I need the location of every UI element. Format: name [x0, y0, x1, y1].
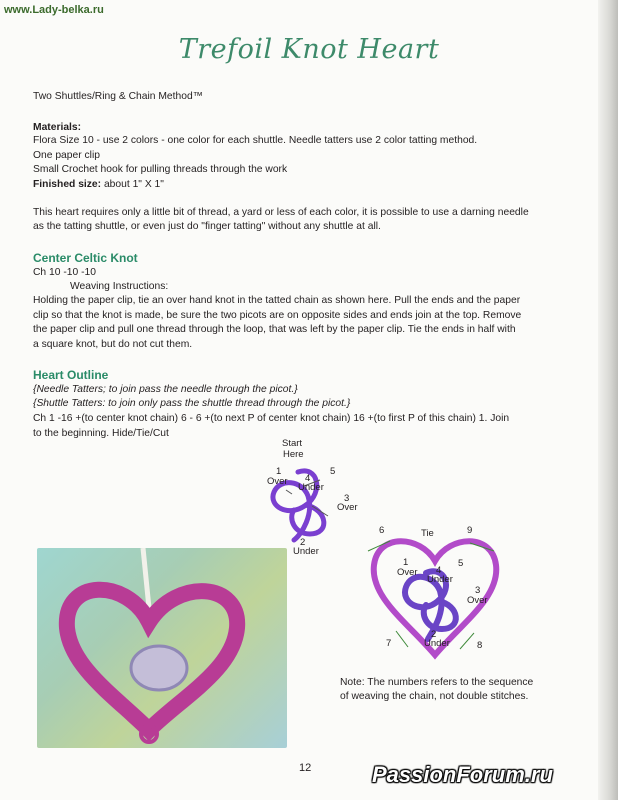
arrow-icon — [460, 633, 474, 649]
step-label: Over — [397, 567, 418, 578]
site-watermark-bottom: PassionForum.ru — [372, 762, 553, 787]
step-number: 5 — [458, 558, 464, 569]
finished-size-value: about 1" X 1" — [101, 179, 164, 190]
step-number: 3 — [344, 493, 350, 504]
step-number: 1 — [403, 557, 409, 568]
center-knot-heading: Center Celtic Knot — [33, 251, 138, 265]
finished-heart-photo — [37, 548, 287, 748]
intro-line: as the tatting shuttle, or even just do "finger tatting" without any shuttle at all. — [33, 221, 381, 232]
tatted-heart-image — [37, 548, 287, 748]
step-label: Over — [337, 502, 358, 513]
step-label: Under — [427, 574, 453, 585]
needle-note: {Needle Tatters; to join pass the needle through the picot.} — [33, 384, 298, 395]
weaving-heading: Weaving Instructions: — [70, 281, 169, 292]
step-number: 3 — [475, 585, 481, 596]
step-label: Under — [424, 638, 450, 649]
step-number: 4 — [305, 473, 311, 484]
materials-line: One paper clip — [33, 150, 100, 161]
intro-line: This heart requires only a little bit of thread, a yard or less of each color, it is possible to use a darning needle — [33, 207, 529, 218]
page-binding-shadow — [598, 0, 618, 800]
heart-outline-line: to the beginning. Hide/Tie/Cut — [33, 428, 169, 439]
heart-outline-line: Ch 1 -16 +(to center knot chain) 6 - 6 +(to next P of center knot chain) 16 +(to first P of this chain) 1. Join — [33, 413, 510, 424]
method-subtitle: Two Shuttles/Ring & Chain Method™ — [33, 91, 203, 102]
step-label: Under — [293, 546, 319, 557]
arrow-icon — [396, 631, 408, 647]
diagram-note: of weaving the chain, not double stitches. — [340, 691, 529, 702]
materials-heading: Materials: — [33, 122, 82, 133]
center-knot-line: the paper clip and pull one thread through the loop, that was left by the paper clip. Tie the ends in half with — [33, 324, 516, 335]
center-knot-chain: Ch 10 -10 -10 — [33, 267, 96, 278]
arrow-icon — [286, 490, 292, 494]
step-number: 2 — [431, 629, 437, 640]
page-number: 12 — [299, 762, 312, 774]
step-number: 9 — [467, 525, 473, 536]
page-title: Trefoil Knot Heart — [178, 34, 440, 65]
finished-size-label: Finished size: — [33, 179, 102, 190]
heart-outline-heading: Heart Outline — [33, 368, 109, 382]
center-knot-line: clip so that the knot is made, be sure the two picots are on opposite sides and ends join at the top. Remove — [33, 310, 522, 321]
tie-label: Tie — [421, 528, 434, 539]
hanging-thread — [143, 548, 149, 608]
center-knot-line: Holding the paper clip, tie an over hand knot in the tatted chain as shown here. Pull the ends and the paper — [33, 295, 521, 306]
start-label: Start — [282, 438, 303, 449]
site-watermark-top: www.Lady-belka.ru — [4, 4, 104, 16]
diagram-note: Note: The numbers refers to the sequence — [340, 677, 534, 688]
step-number: 2 — [300, 537, 306, 548]
step-number: 6 — [379, 525, 385, 536]
start-label: Here — [283, 449, 304, 460]
step-number: 8 — [477, 640, 483, 651]
materials-line: Flora Size 10 - use 2 colors - one color for each shuttle. Needle tatters use 2 color tatting method. — [33, 135, 478, 146]
materials-line: Small Crochet hook for pulling threads through the work — [33, 164, 288, 175]
step-label: Under — [298, 482, 324, 493]
step-label: Over — [267, 476, 288, 487]
step-label: Over — [467, 595, 488, 606]
step-number: 5 — [330, 466, 336, 477]
step-number: 4 — [436, 565, 442, 576]
step-number: 7 — [386, 638, 392, 649]
center-knot-line: a square knot, but do not cut them. — [33, 339, 193, 350]
finished-size — [33, 178, 164, 193]
shuttle-note: {Shuttle Tatters: to join only pass the shuttle thread through the picot.} — [33, 398, 351, 409]
center-knot — [131, 646, 187, 690]
step-number: 1 — [276, 466, 282, 477]
